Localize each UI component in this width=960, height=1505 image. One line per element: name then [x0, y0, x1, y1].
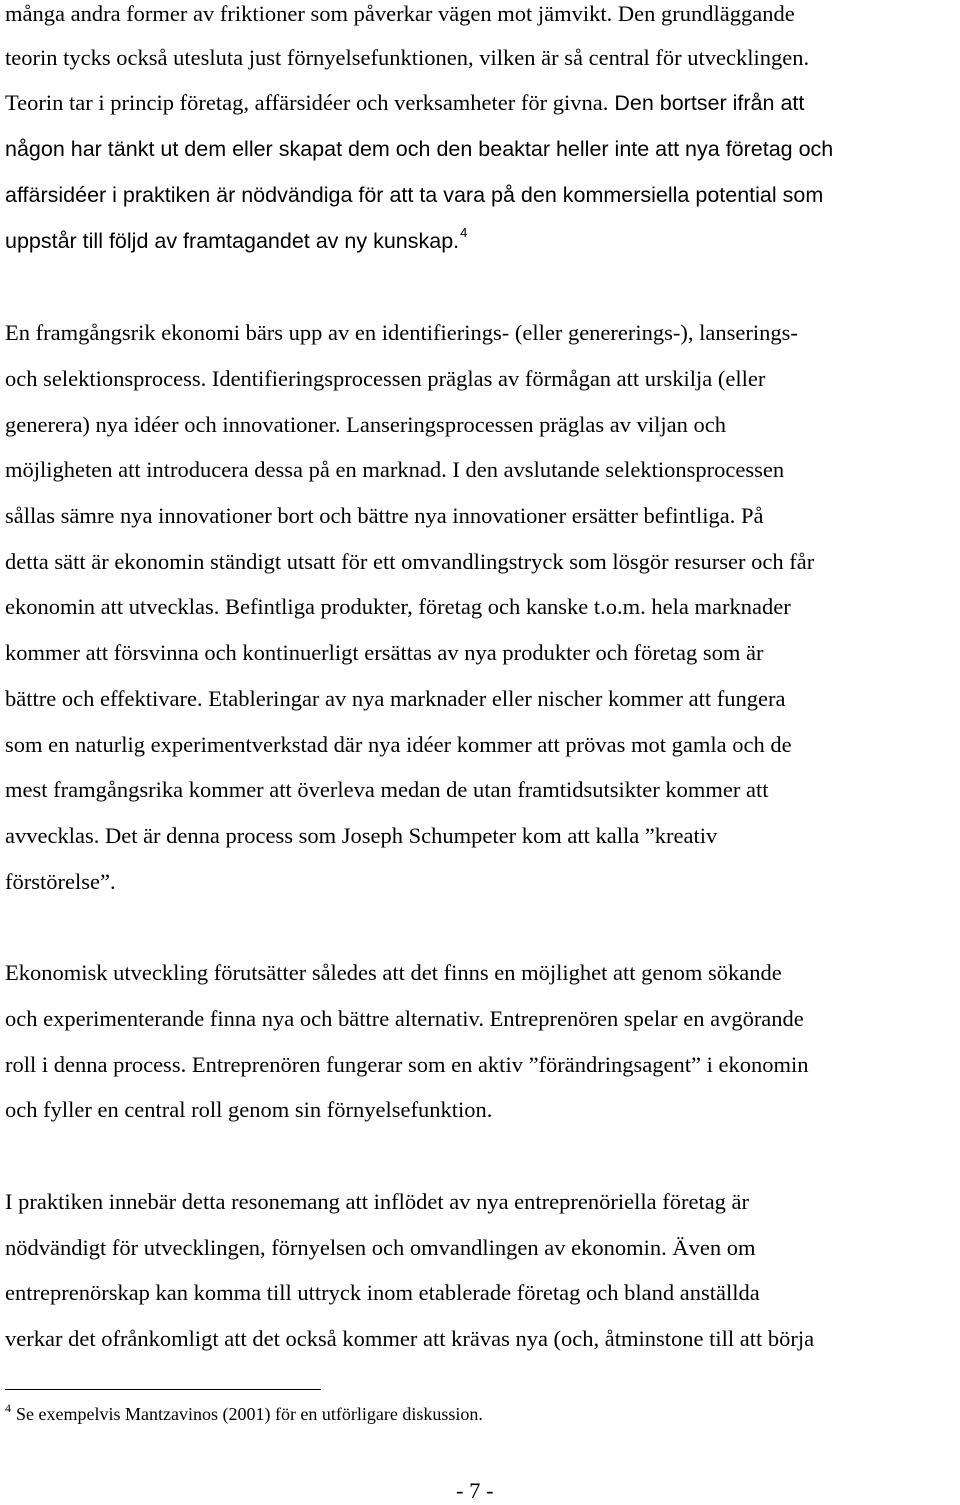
- footnote-text: Se exempelvis Mantzavinos (2001) för en utförligare diskussion.: [16, 1404, 483, 1424]
- text-line: affärsidéer i praktiken är nödvändiga för att ta vara på den kommersiella potential som: [5, 183, 824, 207]
- text-line: roll i denna process. Entreprenören fungerar som en aktiv ”förändringsagent” i ekonomin: [5, 1052, 809, 1077]
- text-segment: Den bortser ifrån att: [608, 91, 805, 115]
- text-line: generera) nya idéer och innovationer. Lanseringsprocessen präglas av viljan och: [5, 412, 726, 437]
- text-line: teorin tycks också utesluta just förnyelsefunktionen, vilken är så central för utvecklingen.: [5, 45, 810, 70]
- text-line: I praktiken innebär detta resonemang att inflödet av nya entreprenöriella företag är: [5, 1189, 750, 1214]
- footnote-reference[interactable]: 4: [460, 225, 468, 240]
- text-line: entreprenörskap kan komma till uttryck inom etablerade företag och bland anställda: [5, 1280, 760, 1305]
- footnote-mark: 4: [5, 1401, 11, 1415]
- footnote-separator: [5, 1389, 321, 1390]
- page-number: - 7 -: [456, 1478, 494, 1503]
- text-line: möjligheten att introducera dessa på en marknad. I den avslutande selektionsprocessen: [5, 457, 785, 482]
- footnote: [5, 1402, 483, 1428]
- text-line: kommer att försvinna och kontinuerligt ersättas av nya produkter och företag som är: [5, 640, 764, 665]
- text-line: sållas sämre nya innovationer bort och bättre nya innovationer ersätter befintliga. På: [5, 503, 764, 528]
- text-line: ekonomin att utvecklas. Befintliga produkter, företag och kanske t.o.m. hela marknader: [5, 594, 791, 619]
- text-line: bättre och effektivare. Etableringar av nya marknader eller nischer kommer att fungera: [5, 686, 786, 711]
- text-line: detta sätt är ekonomin ständigt utsatt för ett omvandlingstryck som lösgör resurser och får: [5, 549, 815, 574]
- text-line: och fyller en central roll genom sin förnyelsefunktion.: [5, 1097, 493, 1122]
- text-line: och selektionsprocess. Identifieringsprocessen präglas av förmågan att urskilja (eller: [5, 366, 766, 391]
- text-line: någon har tänkt ut dem eller skapat dem och den beaktar heller inte att nya företag och: [5, 137, 834, 161]
- text-line: avvecklas. Det är denna process som Joseph Schumpeter kom att kalla ”kreativ: [5, 823, 718, 848]
- text-line: nödvändigt för utvecklingen, förnyelsen och omvandlingen av ekonomin. Även om: [5, 1235, 756, 1260]
- text-line: många andra former av friktioner som påverkar vägen mot jämvikt. Den grundläggande: [5, 1, 795, 26]
- text-segment: Teorin tar i princip företag, affärsidéer och verksamheter för givna.: [5, 90, 609, 115]
- text-line: och experimenterande finna nya och bättre alternativ. Entreprenören spelar en avgörande: [5, 1006, 804, 1031]
- text-line: mest framgångsrika kommer att överleva medan de utan framtidsutsikter kommer att: [5, 777, 769, 802]
- text-line: Ekonomisk utveckling förutsätter således att det finns en möjlighet att genom sökande: [5, 960, 782, 985]
- text-line: som en naturlig experimentverkstad där nya idéer kommer att prövas mot gamla och de: [5, 732, 792, 757]
- text-line: [5, 89, 804, 117]
- text-line: verkar det ofrånkomligt att det också kommer att krävas nya (och, åtminstone till att börja: [5, 1326, 815, 1351]
- text-line: En framgångsrik ekonomi bärs upp av en identifierings- (eller genererings-), lanserings-: [5, 320, 798, 345]
- text-segment: uppstår till följd av framtagandet av ny kunskap.: [5, 229, 460, 253]
- text-line: [5, 227, 467, 258]
- text-line: förstörelse”.: [5, 869, 116, 894]
